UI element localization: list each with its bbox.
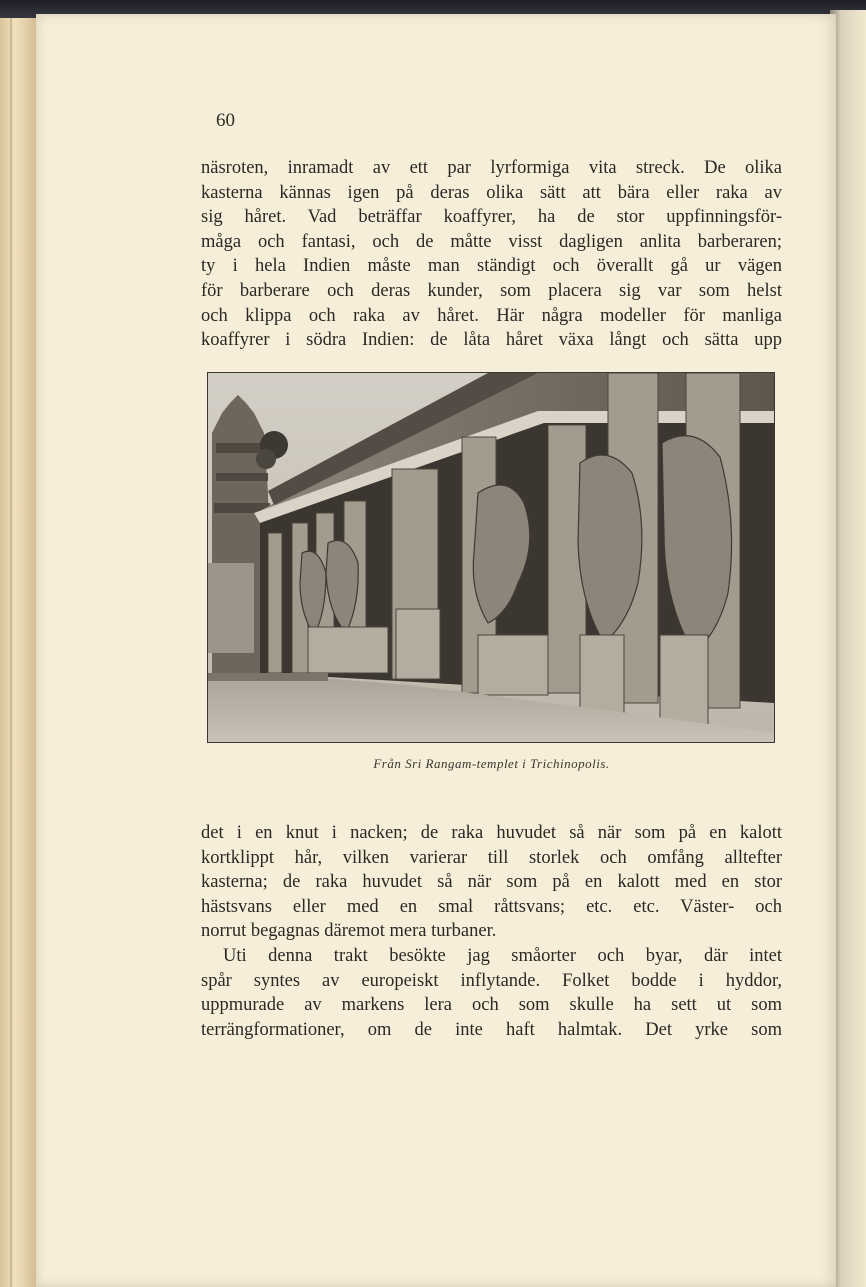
- text-line: terrängformationer, om de inte haft halmtak. Det yrke som: [201, 1019, 782, 1040]
- page-number: 60: [216, 110, 235, 131]
- text-line: ty i hela Indien måste man ständigt och överallt gå ur vägen: [201, 256, 782, 277]
- book-page: [36, 14, 836, 1287]
- text-line: kasterna kännas igen på deras olika sätt att bära eller raka av: [201, 182, 782, 203]
- text-line: koaffyrer i södra Indien: de låta håret växa långt och sätta upp: [201, 330, 782, 351]
- page-stack-left: [0, 18, 40, 1287]
- text-line: och klippa och raka av håret. Här några modeller för manliga: [201, 305, 782, 326]
- paragraph-1: [201, 156, 782, 353]
- temple-photograph: [207, 372, 775, 743]
- text-line: kasterna; de raka huvudet så när som på en kalott med en stor: [201, 872, 782, 893]
- text-line: för barberare och deras kunder, som placera sig var som helst: [201, 280, 782, 301]
- text-line: kortklippt hår, vilken varierar till storlek och omfång alltefter: [201, 847, 782, 868]
- text-line: det i en knut i nacken; de raka huvudet så när som på en kalott: [201, 823, 782, 843]
- text-line: uppmurade av markens lera och som skulle ha sett ut som: [201, 995, 782, 1016]
- text-line: norrut begagnas däremot mera turbaner.: [201, 921, 497, 942]
- text-line: sig håret. Vad beträffar koaffyrer, ha de stor uppfinningsför-: [201, 207, 782, 228]
- text-line: spår syntes av europeiskt inflytande. Folket bodde i hyddor,: [201, 970, 782, 991]
- figure-caption: Från Sri Rangam-templet i Trichinopolis.: [373, 756, 610, 771]
- temple-illustration: [208, 373, 774, 742]
- text-line: måga och fantasi, och de måtte visst dagligen anlita barberaren;: [201, 231, 782, 252]
- text-line: hästsvans eller med en smal råttsvans; etc. etc. Väster- och: [201, 896, 782, 917]
- text-line: näsroten, inramadt av ett par lyrformiga vita streck. De olika: [201, 158, 782, 178]
- text-line: Uti denna trakt besökte jag småorter och byar, där intet: [223, 945, 782, 966]
- paragraph-2: [201, 821, 782, 1042]
